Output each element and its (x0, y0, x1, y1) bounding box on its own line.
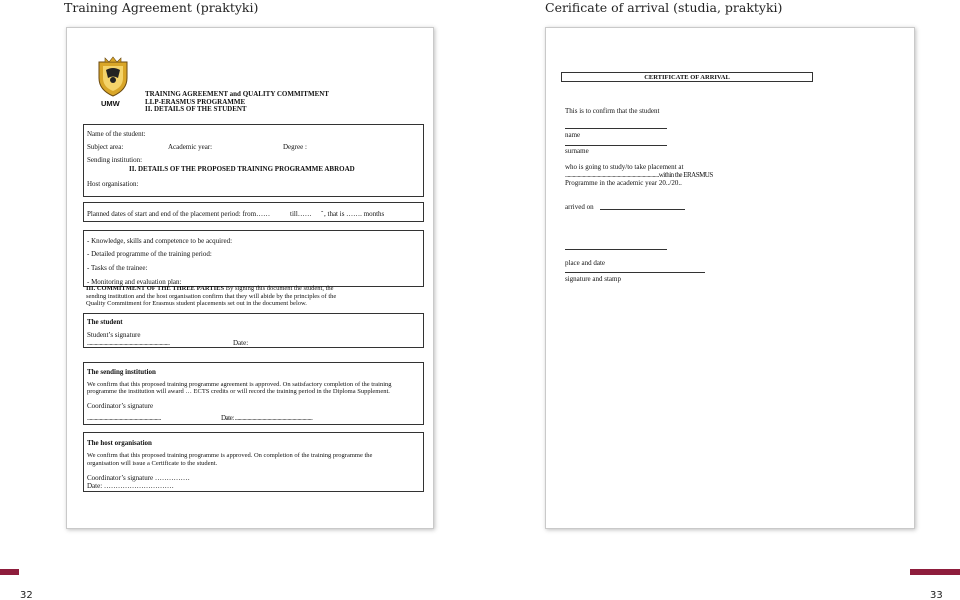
dates-dash: - (321, 207, 324, 215)
detailed-programme-label: - Detailed programme of the training period: (87, 250, 212, 258)
surname-line (565, 145, 667, 146)
footer-band-right (910, 569, 960, 575)
host-organisation-box (83, 432, 424, 492)
student-box-title: The student (87, 318, 123, 326)
academic-year-label: Academic year: (168, 143, 213, 151)
certificate-of-arrival-sheet (545, 27, 915, 529)
left-page-heading: Training Agreement (praktyki) (64, 0, 259, 15)
sending-box-text: programme the institution will award … ECTS credits or will record the training period in the Diploma Supplement. (87, 388, 390, 395)
host-box-title: The host organisation (87, 439, 152, 447)
arrived-on-line (600, 209, 685, 210)
dates-months-text: , that is ……. months (324, 210, 385, 218)
host-date-text: Date: ………………………… (87, 482, 174, 490)
confirm-text: This is to confirm that the student (565, 107, 660, 115)
logo-wordmark: UMW (101, 99, 120, 108)
page-number-left: 32 (20, 590, 33, 600)
commitment-title: III. COMMITMENT OF THE THREE PARTIES (86, 285, 225, 292)
header-line: TRAINING AGREEMENT and QUALITY COMMITMENT (145, 90, 329, 98)
sending-signature-dots: ........................................................... (87, 414, 161, 422)
subject-area-label: Subject area: (87, 143, 124, 151)
student-date-label: Date: (233, 339, 249, 347)
training-programme-section-title: II. DETAILS OF THE PROPOSED TRAINING PROGRAMME ABROAD (129, 165, 355, 173)
sending-box-title: The sending institution (87, 368, 156, 376)
header-line: II. DETAILS OF THE STUDENT (145, 105, 247, 113)
commitment-text: sending institution and the host organisation confirm that they will abide by the principles of the (86, 292, 337, 300)
arrived-on-label: arrived on (565, 203, 594, 211)
signature-stamp-label: signature and stamp (565, 275, 621, 283)
surname-label: surname (565, 147, 589, 155)
student-name-label: Name of the student: (87, 130, 146, 138)
degree-label: Degree : (283, 143, 307, 151)
host-coordinator-label: Coordinator’s signature …………… (87, 474, 190, 482)
certificate-title-box (561, 72, 813, 82)
place-date-label: place and date (565, 259, 606, 267)
monitoring-label: - Monitoring and evaluation plan: (87, 278, 182, 286)
sending-box-text: We confirm that this proposed training programme agreement is approved. On satisfactory completion of the training (87, 381, 392, 388)
header-line: LLP-ERASMUS PROGRAMME (145, 97, 246, 106)
host-organisation-label: Host organisation: (87, 180, 139, 188)
dates-till-text: till…… (290, 210, 312, 218)
name-label: name (565, 131, 581, 139)
sending-date-text: Date: .............................................................. (221, 414, 313, 422)
student-signature-label: Student’s signature (87, 331, 141, 339)
right-page-heading: Cerificate of arrival (studia, praktyki) (545, 0, 783, 15)
tasks-label: - Tasks of the trainee: (87, 264, 148, 272)
host-box-text: We confirm that this proposed training programme is approved. On completion of the training programme the (87, 452, 373, 459)
page-number-right: 33 (930, 590, 943, 600)
training-agreement-sheet (66, 27, 434, 529)
agreement-header (145, 91, 329, 114)
place-date-line (565, 249, 667, 250)
student-signature-dots: .................................................................. (87, 339, 170, 347)
knowledge-skills-label: - Knowledge, skills and competence to be acquired: (87, 237, 233, 245)
sending-coordinator-label: Coordinator’s signature (87, 402, 154, 410)
training-programme-box (83, 230, 424, 287)
within-erasmus-text: ...........................................................................within the ERASMUS (565, 171, 713, 179)
signature-stamp-line (565, 272, 705, 273)
student-signature-box (83, 313, 424, 348)
host-box-text: organisation will issue a Certificate to the student. (87, 460, 218, 467)
sending-institution-label: Sending institution: (87, 156, 143, 164)
dates-from-text: Planned dates of start and end of the placement period: from…… (87, 210, 271, 218)
commitment-text: By signing this document the student, the (224, 285, 334, 292)
name-line (565, 128, 667, 129)
going-to-text: who is going to study/to take placement at (565, 163, 684, 171)
commitment-paragraph (86, 285, 406, 308)
commitment-text: Quality Commitment for Erasmus student placements set out in the document below. (86, 300, 307, 307)
student-details-box (83, 124, 424, 197)
certificate-title: CERTIFICATE OF ARRIVAL (644, 74, 730, 81)
footer-band-left (0, 569, 19, 575)
sending-institution-box (83, 362, 424, 425)
programme-year-text: Programme in the academic year 20../20.. (565, 179, 682, 187)
placement-dates-box (83, 202, 424, 222)
